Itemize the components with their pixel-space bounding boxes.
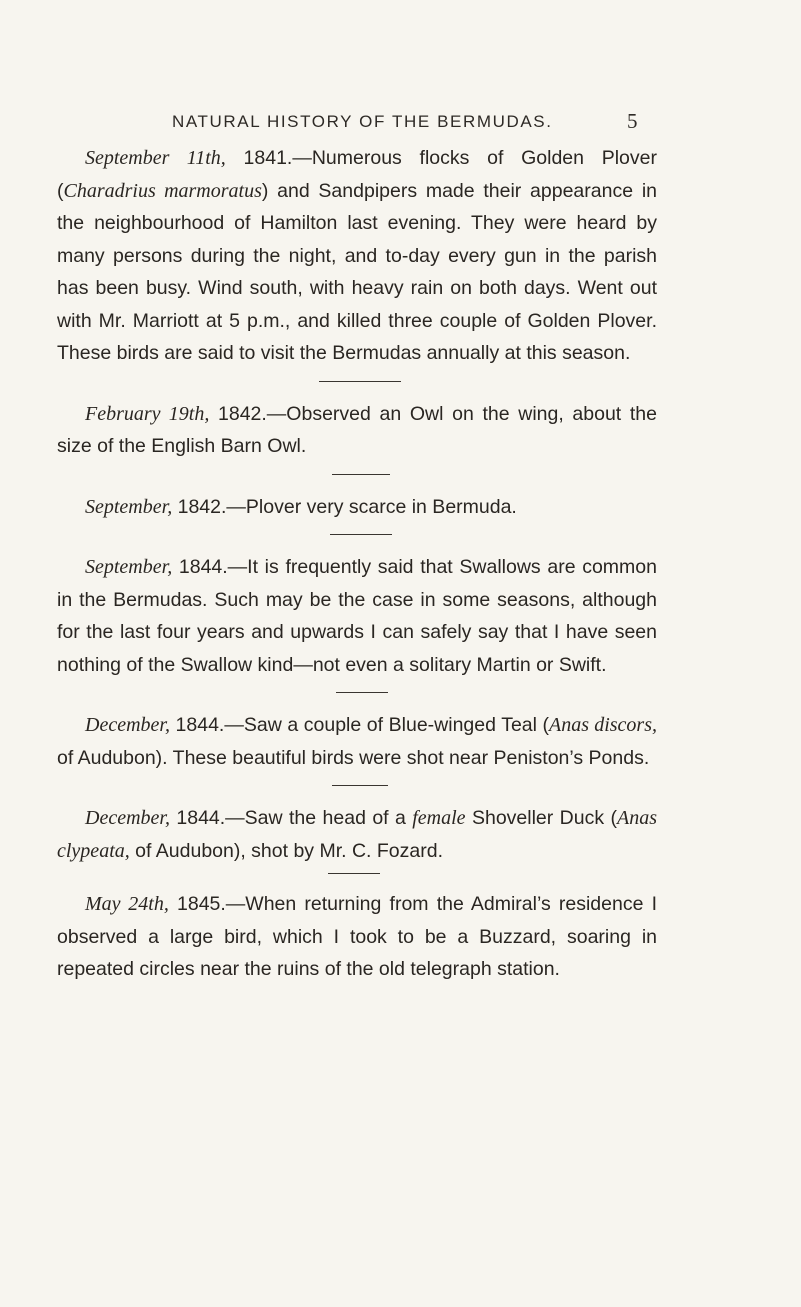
entry-text: of Audubon). These beautiful birds were shot near Peniston’s Ponds. (57, 746, 650, 769)
entry-date: September 11th, (85, 147, 226, 169)
entry-1844-12-shoveller (57, 802, 657, 867)
section-divider (332, 785, 388, 786)
entry-text: 1842.—Observed an Owl on the wing, about the size of the English Barn Owl. (57, 402, 657, 457)
entry-text: 1845.—When returning from the Admiral’s residence I observed a large bird, which I took to be a Buzzard, soaring in repeated circles near the ruins of the old telegraph station. (57, 893, 658, 980)
entry-text: of Audubon), shot by Mr. C. Fozard. (129, 839, 443, 862)
section-divider (336, 692, 388, 693)
entry-date: May 24th, (85, 893, 169, 915)
entry-text: 1844.—Saw a couple of Blue-winged Teal ( (169, 714, 550, 736)
entry-text: ) and Sandpipers made their appearance in the neighbourhood of Hamilton last evening. They were heard by many persons during the night, and to-day every gun in the parish has been busy. Wind south, with heavy rain on both days. Went out with Mr. Marriott at 5 p.m., and killed three couple of Golden Plover. These birds are said to visit the Bermudas annually at this season. (57, 179, 657, 364)
page-number: 5 (627, 109, 638, 133)
entry-text: 1841.—Numerous flocks of Golden Plover ( (57, 147, 657, 202)
species-name: Charadrius marmoratus (63, 179, 262, 202)
entry-1842-09 (57, 491, 657, 524)
section-divider (328, 873, 380, 874)
section-divider (319, 381, 401, 382)
entry-1844-09 (57, 551, 657, 681)
entry-date: February 19th, (85, 402, 210, 425)
entry-text: 1844.—It is frequently said that Swallows are common in the Bermudas. Such may be the case in some seasons, although for the last four years and upwards I can safely say that I have seen nothing of the Swallow kind—not even a solitary Martin or Swift. (57, 556, 657, 676)
emphasis-female: female (412, 807, 466, 829)
entry-date: December, (85, 807, 170, 829)
species-name: Anas clypeata, (57, 807, 657, 862)
entry-1844-12-teal (57, 709, 657, 774)
running-title: NATURAL HISTORY OF THE BERMUDAS. (172, 112, 553, 131)
species-name: Anas discors, (549, 714, 657, 736)
entry-text: Shoveller Duck ( (465, 807, 617, 829)
entry-1842-02-19 (57, 398, 657, 463)
entry-date: September, (85, 556, 173, 578)
entry-date: September, (85, 495, 173, 518)
entry-text: 1844.—Saw the head of a (169, 807, 413, 829)
text-block (57, 142, 657, 986)
entry-text: 1842.—Plover very scarce in Bermuda. (172, 495, 517, 518)
section-divider (332, 474, 390, 475)
entry-1845-05-24 (57, 888, 657, 986)
running-head (0, 109, 801, 136)
section-divider (330, 534, 392, 535)
entry-1841-09-11 (57, 142, 657, 370)
entry-date: December, (85, 714, 170, 736)
